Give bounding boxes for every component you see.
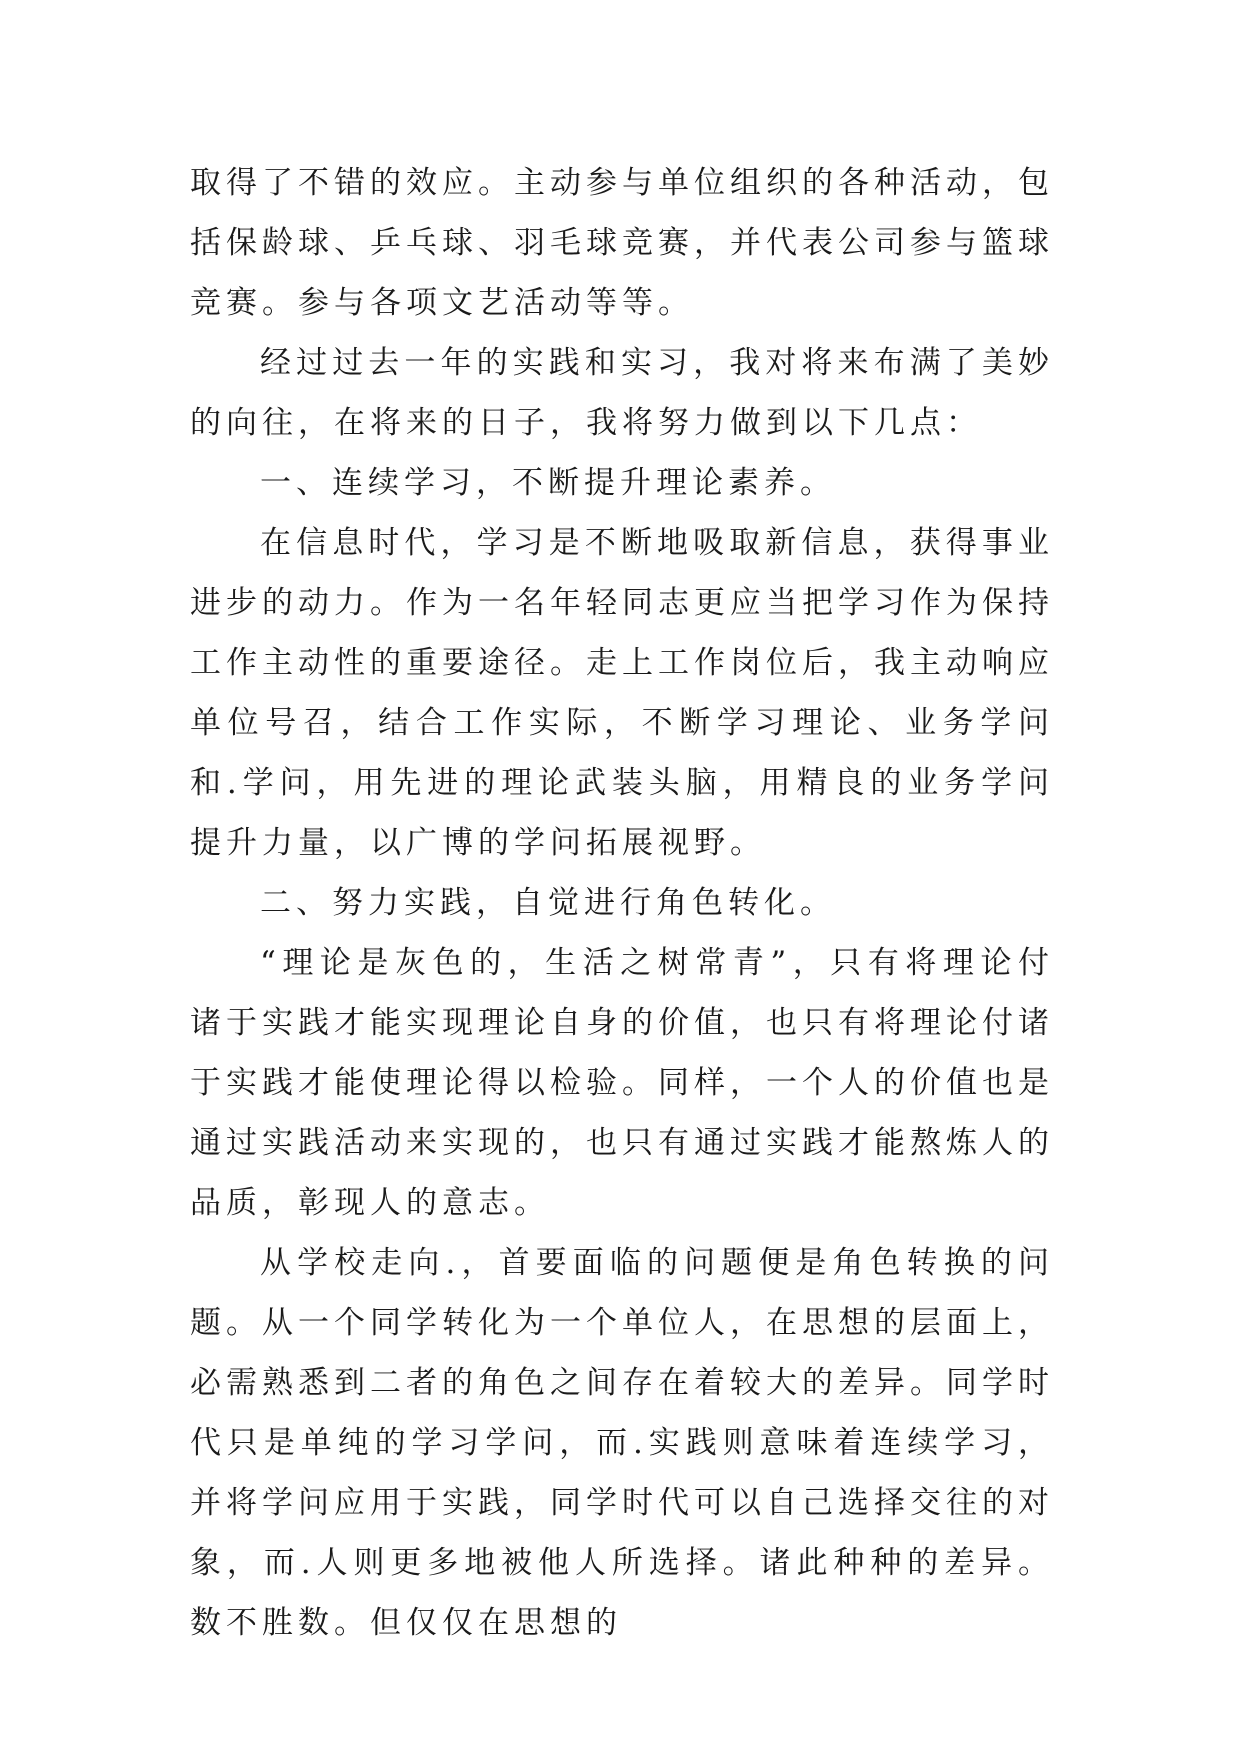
paragraph-5: 从学校走向.，首要面临的问题便是角色转换的问题。从一个同学转化为一个单位人，在思想的层面上，必需熟悉到二者的角色之间存在着较大的差异。同学时代只是单纯的学习学问，而.实践则意味着连续学习，并将学问应用于实践，同学时代可以自己选择交往的对象，而.人则更多地被他人所选择。诸此种种的差异。数不胜数。但仅仅在思想的 [190,1245,1054,1641]
body-text [190,153,1054,1653]
heading-point-1: 一、连续学习，不断提升理论素养。 [260,465,836,501]
paragraph-4: “理论是灰色的，生活之树常青”，只有将理论付诸于实践才能实现理论自身的价值，也只有将理论付诸于实践才能使理论得以检验。同样，一个人的价值也是通过实践活动来实现的，也只有通过实践才能熬炼人的品质，彰现人的意志。 [190,945,1054,1221]
paragraph-2: 经过过去一年的实践和实习，我对将来布满了美妙的向往，在将来的日子，我将努力做到以下几点： [190,345,1054,441]
paragraph-1: 取得了不错的效应。主动参与单位组织的各种活动，包括保龄球、乒乓球、羽毛球竞赛，并代表公司参与篮球竞赛。参与各项文艺活动等等。 [190,165,1054,321]
heading-point-2: 二、努力实践，自觉进行角色转化。 [260,885,836,921]
paragraph-3: 在信息时代，学习是不断地吸取新信息，获得事业进步的动力。作为一名年轻同志更应当把学习作为保持工作主动性的重要途径。走上工作岗位后，我主动响应单位号召，结合工作实际，不断学习理论、业务学问和.学问，用先进的理论武装头脑，用精良的业务学问提升力量，以广博的学问拓展视野。 [190,525,1054,861]
